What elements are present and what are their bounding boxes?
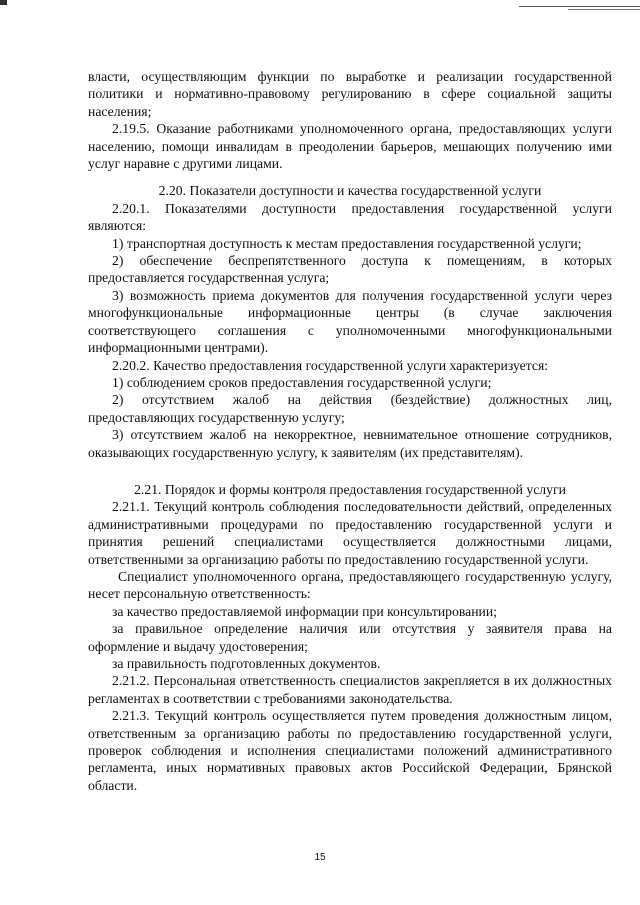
page-number: 15 (314, 852, 326, 863)
list-item-documents-correctness: за правильность подготовленных документов. (112, 656, 381, 671)
page-body (88, 68, 612, 794)
paragraph-continued: власти, осуществляющим функции по выработке и реализации государственной политики и нормативно-правовому регулированию в сфере социальной защиты населения; (88, 69, 612, 119)
spacer (88, 172, 612, 182)
section-heading-2-21: 2.21. Порядок и формы контроля предоставления государственной услуги (134, 481, 566, 497)
paragraph-2-20-1: 2.20.1. Показателями доступности предоставления государственной услуги являются: (88, 200, 612, 234)
list-item-no-complaints-attitude: 3) отсутствием жалоб на некорректное, невнимательное отношение сотрудников, оказывающих государственную услугу, к заявителям (их представителям). (88, 427, 612, 460)
paragraph-2-21-3: 2.21.3. Текущий контроль осуществляется путем проведения должностным лицом, ответственным за организацию работы по предоставлению государственной услуги, проверок соблюдения и исполнения специалистами положений административного регламента, иных нормативных правовых актов Российской Федерации, Брянской области. (88, 708, 612, 793)
list-item-transport: 1) транспортная доступность к местам предоставления государственной услуги; (112, 235, 582, 251)
scan-line-top (519, 6, 640, 7)
paragraph-specialist-responsibility: Специалист уполномоченного органа, предоставляющего государственную услугу, несет персональную ответственность: (88, 568, 612, 602)
section-heading-2-20: 2.20. Показатели доступности и качества государственной услуги (158, 183, 542, 199)
list-item-access: 2) обеспечение беспрепятственного доступа к помещениям, в которых предоставляется государственная услуга; (88, 253, 612, 286)
list-item-no-complaints-actions: 2) отсутствием жалоб на действия (бездействие) должностных лиц, предоставляющих государственную услугу; (88, 392, 612, 425)
spacer (88, 461, 612, 481)
paragraph-2-21-1: 2.21.1. Текущий контроль соблюдения последовательности действий, определенных административными процедурами по предоставлению государственной услуги и принятия решений специалистами осуществляется должностными лицами, ответственными за организацию работы по предоставлению государственной услуги. (88, 499, 612, 567)
paragraph-2-20-2: 2.20.2. Качество предоставления государственной услуги характеризуется: (112, 357, 549, 373)
paragraph-2-21-2: 2.21.2. Персональная ответственность специалистов закрепляется в их должностных регламентах в соответствии с требованиями законодательства. (88, 673, 612, 706)
paragraph-2-19-5: 2.19.5. Оказание работниками уполномоченного органа, предоставляющих услуги населению, помощи инвалидам в преодолении барьеров, мешающих получению ими услуг наравне с другими лицами. (88, 121, 612, 172)
list-item-deadlines: 1) соблюдением сроков предоставления государственной услуги; (112, 374, 492, 390)
scan-corner-mark (0, 0, 7, 5)
list-item-mfc: 3) возможность приема документов для получения государственной услуги через многофункциональные информационные центры (в случае заключения соответствующего соглашения с уполномоченными многофункциональными информационными центрами). (88, 287, 612, 356)
list-item-information-quality: за качество предоставляемой информации при консультировании; (112, 603, 498, 619)
list-item-right-determination: за правильное определение наличия или отсутствия у заявителя права на оформление и выдачу удостоверения; (88, 621, 612, 654)
scan-line-top-secondary (568, 9, 640, 10)
